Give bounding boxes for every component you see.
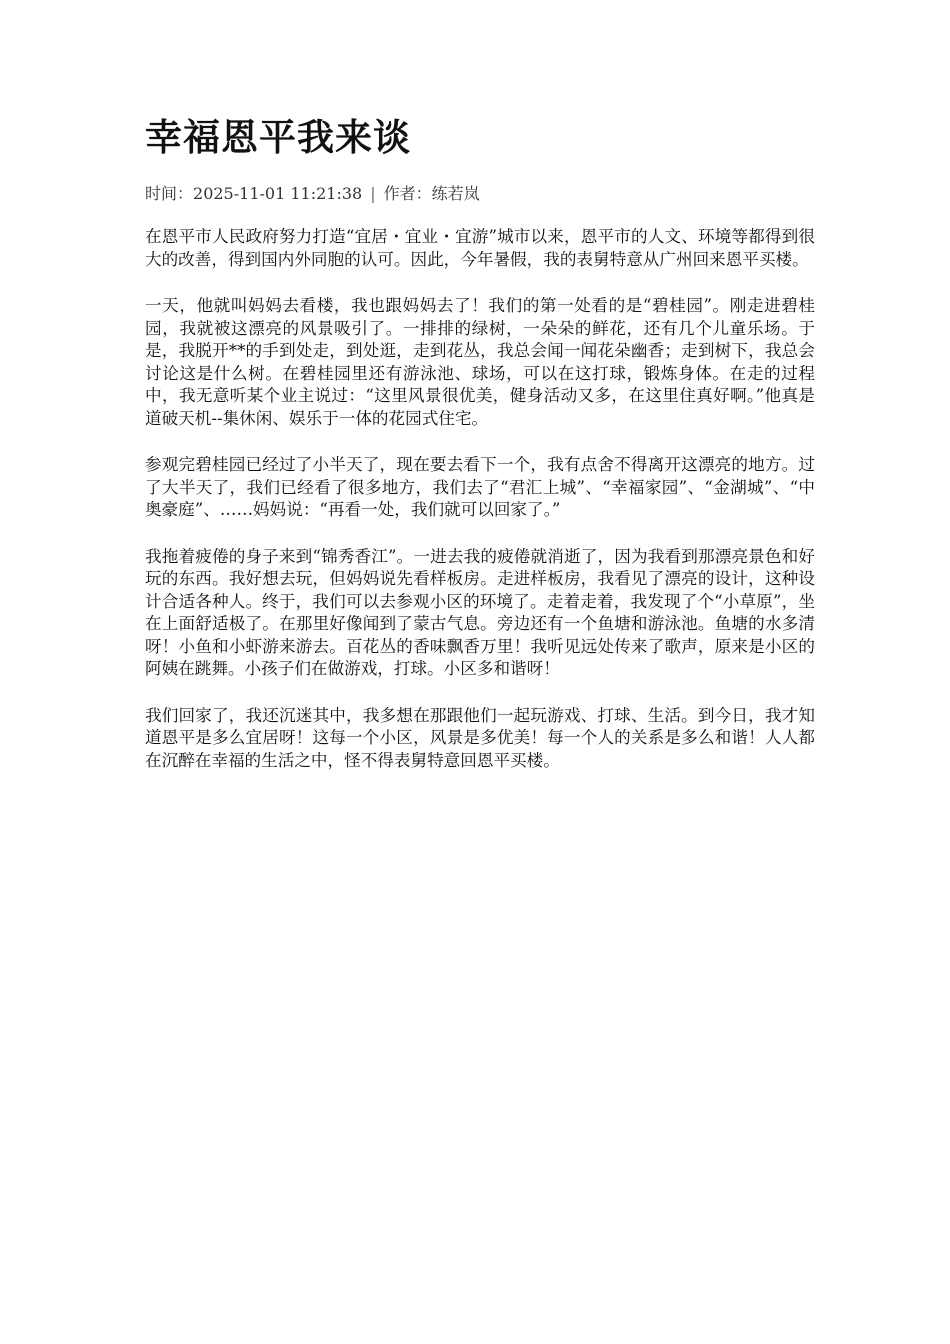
article-body xyxy=(145,226,815,772)
paragraph-2: 一天，他就叫妈妈去看楼，我也跟妈妈去了！我们的第一处看的是“碧桂园”。刚走进碧桂园，我就被这漂亮的风景吸引了。一排排的绿树，一朵朵的鲜花，还有几个儿童乐场。于是，我脱开**的手到处走，到处逛，走到花丛，我总会闻一闻花朵幽香；走到树下，我总会讨论这是什么树。在碧桂园里还有游泳池、球场，可以在这打球，锻炼身体。在走的过程中，我无意听某个业主说过：“这里风景很优美，健身活动又多，在这里住真好啊。”他真是道破天机--集休闲、娱乐于一体的花园式住宅。 xyxy=(145,296,815,428)
paragraph-3: 参观完碧桂园已经过了小半天了，现在要去看下一个，我有点舍不得离开这漂亮的地方。过了大半天了，我们已经看了很多地方，我们去了“君汇上城”、“幸福家园”、“金湖城”、“中奥豪庭”、……妈妈说：“再看一处，我们就可以回家了。” xyxy=(145,455,815,519)
time-label: 时间： xyxy=(145,184,194,203)
article xyxy=(145,112,815,796)
author-value: 练若岚 xyxy=(431,184,480,203)
article-meta xyxy=(145,182,815,206)
author-label: 作者： xyxy=(383,184,432,203)
article-title: 幸福恩平我来谈 xyxy=(145,116,411,159)
paragraph-1: 在恩平市人民政府努力打造“宜居・宜业・宜游”城市以来，恩平市的人文、环境等都得到很大的改善，得到国内外同胞的认可。因此，今年暑假，我的表舅特意从广州回来恩平买楼。 xyxy=(145,227,815,269)
paragraph-4: 我拖着疲倦的身子来到“锦秀香江”。一进去我的疲倦就消逝了，因为我看到那漂亮景色和好玩的东西。我好想去玩，但妈妈说先看样板房。走进样板房，我看见了漂亮的设计，这种设计合适各种人。终于，我们可以去参观小区的环境了。走着走着，我发现了个“小草原”，坐在上面舒适极了。在那里好像闻到了蒙古气息。旁边还有一个鱼塘和游泳池。鱼塘的水多清呀！小鱼和小虾游来游去。百花丛的香味飘香万里！我听见远处传来了歌声，原来是小区的阿姨在跳舞。小孩子们在做游戏，打球。小区多和谐呀！ xyxy=(145,546,815,678)
time-value: 2025-11-01 11:21:38 xyxy=(193,184,363,203)
paragraph-5: 我们回家了，我还沉迷其中，我多想在那跟他们一起玩游戏、打球、生活。到今日，我才知道恩平是多么宜居呀！这每一个小区，风景是多优美！每一个人的关系是多么和谐！人人都在沉醉在幸福的生活之中，怪不得表舅特意回恩平买楼。 xyxy=(145,705,815,770)
meta-separator: | xyxy=(370,184,376,203)
